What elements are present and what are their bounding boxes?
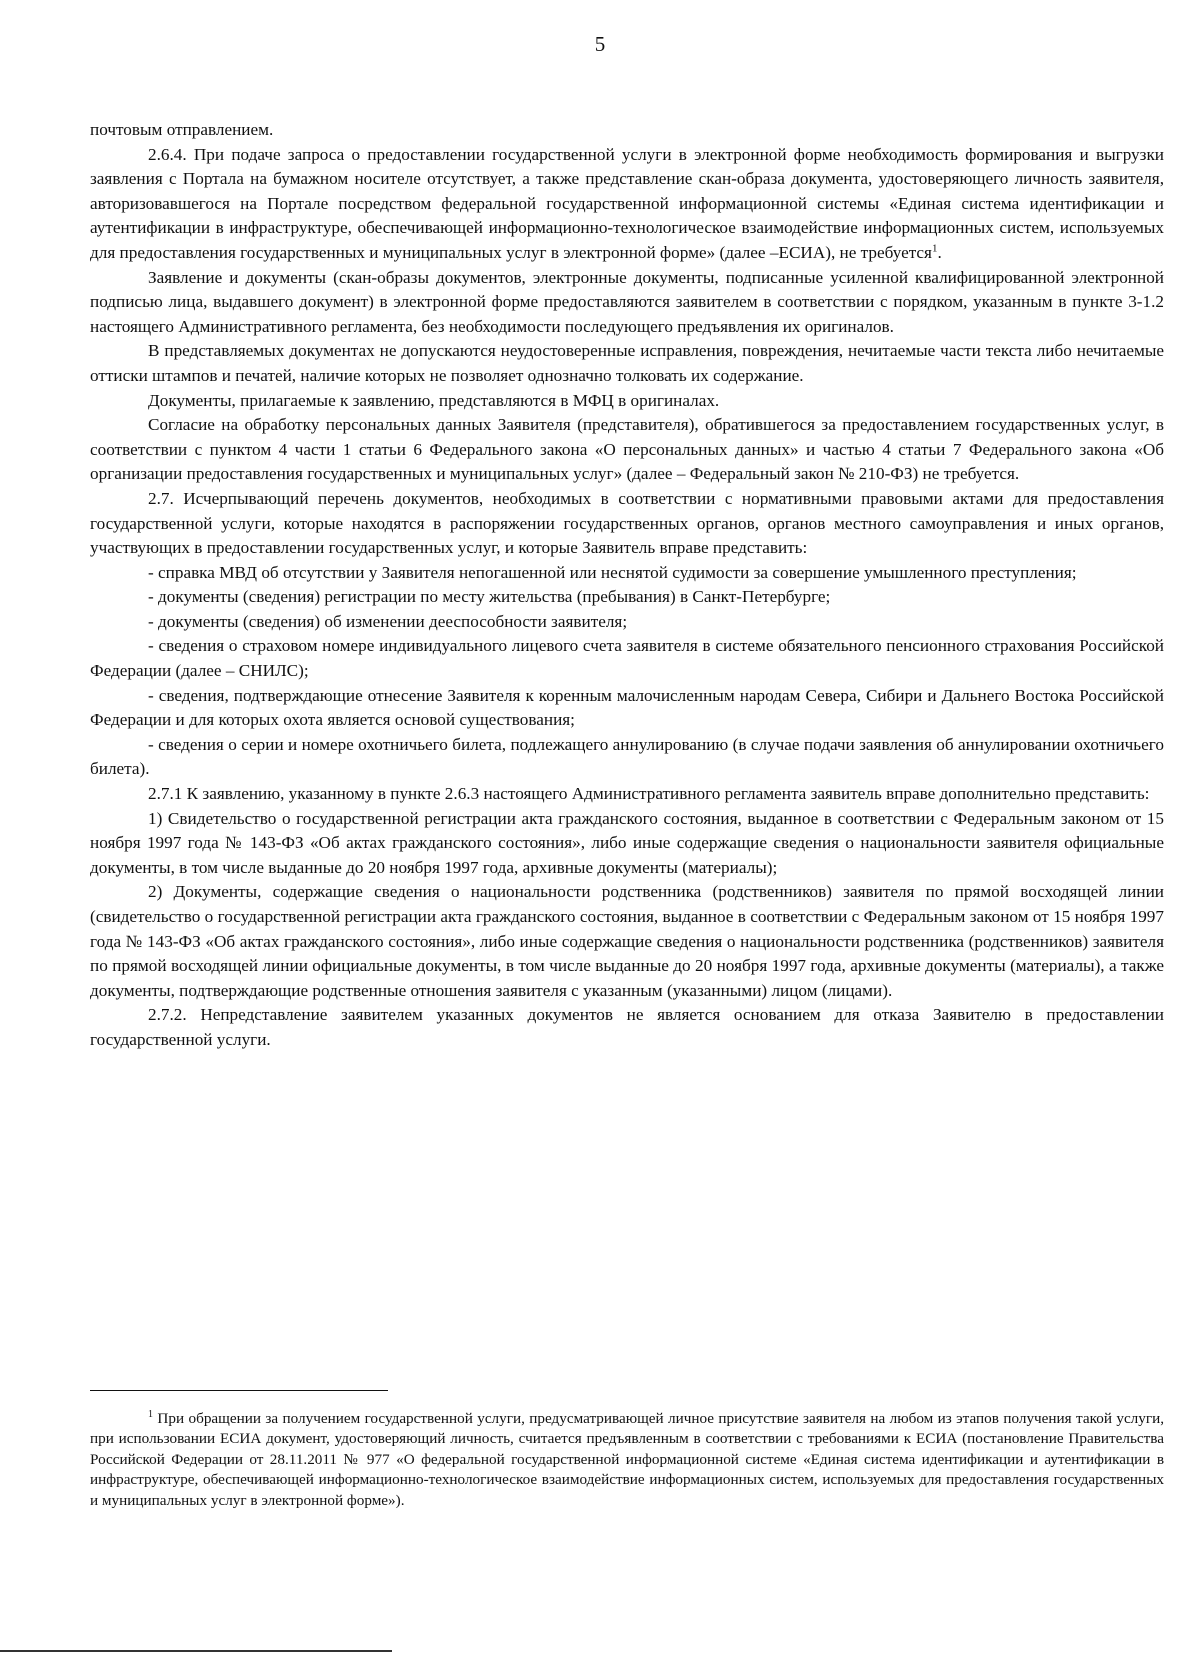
list-item: - документы (сведения) об изменении дееспособности заявителя; (148, 611, 628, 631)
paragraph: Документы, прилагаемые к заявлению, представляются в МФЦ в оригиналах. (148, 390, 720, 410)
paragraph: В представляемых документах не допускаются неудостоверенные исправления, повреждения, нечитаемые части текста либо нечитаемые оттиски штампов и печатей, наличие которых не позволяет однозначно толковать их содержание. (90, 341, 1164, 385)
page-edge-line (0, 1650, 392, 1652)
paragraph: Согласие на обработку персональных данных Заявителя (представителя), обратившегося за предоставлением государственных услуг, в соответствии с пунктом 4 части 1 статьи 6 Федерального закона «О персональных данных» и частью 4 статьи 7 Федерального закона «Об организации предоставления государственных и муниципальных услуг» (далее – Федеральный закон № 210-ФЗ) не требуется. (90, 415, 1164, 484)
footnote-text: При обращении за получением государственной услуги, предусматривающей личное присутствие заявителя на любом из этапов получения такой услуги, при использовании ЕСИА документ, удостоверяющий личность, считается предъявленным в соответствии с требованиями к ЕСИА (постановление Правительства Российской Федерации от 28.11.2011 № 977 «О федеральной государственной информационной системе «Единая система идентификации и аутентификации в инфраструктуре, обеспечивающей информационно-технологическое взаимодействие информационных систем, используемых для предоставления государственных и муниципальных услуг в электронной форме»). (90, 1410, 1165, 1509)
paragraph-2-6-4: 2.6.4. При подаче запроса о предоставлении государственной услуги в электронной форме необходимость формирования и выгрузки заявления с Портала на бумажном носителе отсутствует, а также представление скан-образа документа, удостоверяющего личность заявителя, авторизовавшегося на Портале посредством федеральной государственной информационной системы «Единая система идентификации и аутентификации в инфраструктуре, обеспечивающей информационно-технологическое взаимодействие информационных систем, используемых для предоставления государственных и муниципальных услуг в электронной форме» (далее –ЕСИА), не требуется$^1$. (90, 144, 1164, 262)
footnote-ref[interactable]: 1 (931, 242, 938, 255)
paragraph: почтовым отправлением. (90, 120, 274, 139)
paragraph: Заявление и документы (скан-образы документов, электронные документы, подписанные усиленной квалифицированной электронной подписью лица, выдавшего документ) в электронной форме предоставляются заявителем в соответствии с порядком, указанным в пункте 3-1.2 настоящего Административного регламента, без необходимости последующего предъявления их оригиналов. (90, 267, 1164, 336)
list-item: - сведения о серии и номере охотничьего билета, подлежащего аннулированию (в случае подачи заявления об аннулировании охотничьего билета). (90, 734, 1164, 779)
paragraph-text: 2.6.4. При подаче запроса о предоставлении государственной услуги в электронной форме необходимость формирования и выгрузки заявления с Портала на бумажном носителе отсутствует, а также представление скан-образа документа, удостоверяющего личность заявителя, авторизовавшегося на Портале посредством федеральной государственной информационной системы «Единая система идентификации и аутентификации в инфраструктуре, обеспечивающей информационно-технологическое взаимодействие информационных систем, используемых для предоставления государственных и муниципальных услуг в электронной форме» (далее –ЕСИА), не требуется (90, 144, 1164, 262)
paragraph-2-7-2: 2.7.2. Непредставление заявителем указанных документов не является основанием для отказа Заявителю в предоставлении государственной услуги. (90, 1005, 1164, 1049)
paragraph-2-7-1: 2.7.1 К заявлению, указанному в пункте 2.6.3 настоящего Административного регламента заявитель вправе дополнительно представить: (148, 784, 1150, 804)
list-item: - сведения о страховом номере индивидуального лицевого счета заявителя в системе обязательного пенсионного страхования Российской Федерации (далее – СНИЛС); (90, 636, 1164, 681)
document-body (90, 118, 1164, 1053)
footnote (90, 1409, 1164, 1511)
footnote-paragraph (90, 1409, 1164, 1511)
list-item: - сведения, подтверждающие отнесение Заявителя к коренным малочисленным народам Севера, Сибири и Дальнего Востока Российской Федерации и для которых охота является основой существования; (90, 685, 1164, 730)
footnote-marker: 1 (148, 1408, 153, 1420)
page-number: 5 (594, 32, 606, 56)
list-item: 1) Свидетельство о государственной регистрации акта гражданского состояния, выданное в соответствии с Федеральным законом от 15 ноября 1997 года № 143-ФЗ «Об актах гражданского состояния», либо иные содержащие сведения о национальности заявителя официальные документы, в том числе выданные до 20 ноября 1997 года, архивные документы (материалы); (90, 808, 1164, 877)
footnote-divider (90, 1390, 388, 1391)
list-item: - документы (сведения) регистрации по месту жительства (пребывания) в Санкт-Петербурге; (148, 587, 831, 607)
list-item: - справка МВД об отсутствии у Заявителя непогашенной или неснятой судимости за совершение умышленного преступления; (148, 562, 1077, 582)
paragraph-2-7: 2.7. Исчерпывающий перечень документов, необходимых в соответствии с нормативными правовыми актами для предоставления государственной услуги, которые находятся в распоряжении государственных органов, органов местного самоуправления и иных органов, участвующих в предоставлении государственных услуг, и которые Заявитель вправе представить: (90, 488, 1164, 558)
list-item: 2) Документы, содержащие сведения о национальности родственника (родственников) заявителя по прямой восходящей линии (свидетельство о государственной регистрации акта гражданского состояния, выданное в соответствии с Федеральным законом от 15 ноября 1997 года № 143-ФЗ «Об актах гражданского состояния», либо иные содержащие сведения о национальности родственника (родственников) заявителя по прямой восходящей линии официальные документы, в том числе выданные до 20 ноября 1997 года, архивные документы (материалы), а также документы, подтверждающие родственные отношения заявителя с указанным (указанными) лицом (лицами). (90, 882, 1164, 1000)
